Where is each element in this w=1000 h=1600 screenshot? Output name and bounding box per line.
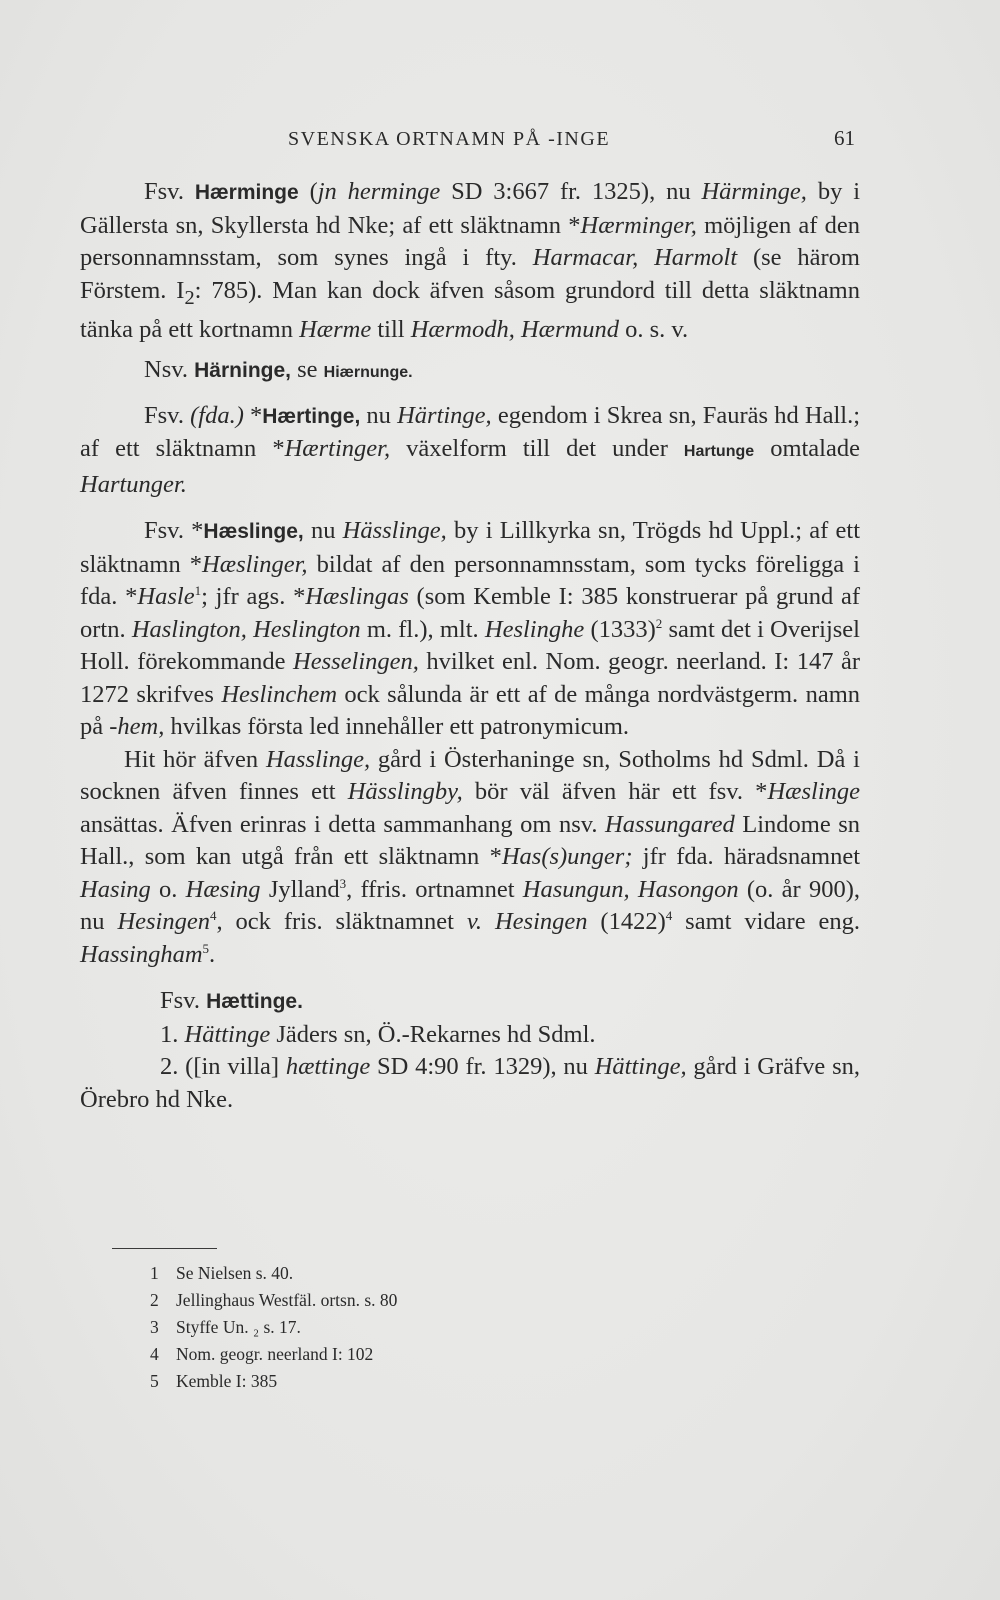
italic-form: v. Hesingen [466, 908, 588, 936]
headword: Hærminge [194, 181, 299, 204]
text-run: SD 4:90 fr. 1329), nu [370, 1053, 595, 1081]
italic-form: Härtinge, [397, 401, 492, 429]
text-run: bör väl äfven här ett fsv. * [462, 778, 768, 806]
italic-form: Hartunger. [80, 470, 187, 498]
text-run: Jylland [260, 875, 340, 903]
italic-form: hættinge [285, 1053, 371, 1081]
text-run: m. fl.), mlt. [360, 615, 485, 643]
italic-form: Hässlingby, [347, 778, 463, 806]
text-run: samt det i Overijsel Holl. förekommande [80, 615, 860, 676]
item-number: 2. [160, 1053, 179, 1081]
footnote-text: Nom. geogr. neerland I: 102 [176, 1344, 374, 1364]
footnotes [150, 1260, 397, 1395]
text-run: * [243, 401, 263, 429]
text-run: o. [150, 875, 186, 903]
italic-form: Hærme [299, 315, 372, 343]
text-run: hvilkas första led innehåller ett patronymicum. [164, 713, 630, 741]
text-run: Lindome sn Hall., som kan utgå från ett släktnamn * [80, 810, 860, 871]
entry-haettinge-item-1 [80, 1019, 860, 1052]
italic-form: Hærminger, [580, 211, 697, 239]
italic-form: Hässlinge, [342, 517, 447, 545]
language-prefix: Nsv. [144, 356, 189, 384]
italic-form: Hæslingas [305, 583, 409, 611]
headword: Hættinge. [206, 990, 303, 1014]
headword: Hærtinge, [262, 404, 361, 428]
italic-form: Has(s)unger; [501, 843, 633, 871]
italic-form: Heslinchem [221, 680, 338, 708]
page-number: 61 [834, 126, 855, 150]
text-run: ([in villa] [178, 1053, 286, 1081]
headword: Härninge, [194, 359, 291, 383]
italic-form: Hesselingen, [293, 648, 419, 676]
footnote-item [150, 1287, 397, 1314]
text-run: växelform till det under [390, 435, 684, 463]
italic-form: (fda.) [190, 401, 244, 429]
entry-haertinge [80, 400, 860, 502]
text-run: nu [360, 401, 398, 429]
text-run: . [209, 940, 216, 968]
text-run: , ffris. ortnamnet [346, 875, 523, 903]
text-run: (se härom Förstem. I [80, 244, 860, 304]
subscript: 2 [184, 286, 195, 309]
italic-form: Hæsing [185, 875, 261, 903]
language-prefix: Fsv. [144, 178, 184, 205]
footnote-marker: 4 [665, 908, 673, 924]
footnote-item [150, 1368, 397, 1395]
cross-reference: Hartunge [683, 443, 755, 461]
text-run: ock sålunda är ett af de många nordvästgerm. namn på - [80, 680, 861, 741]
footnote-text: Styffe Un. ₂ s. 17. [176, 1317, 301, 1337]
text-run: by i Lillkyrka sn, Trögds hd Uppl.; af ett släktnamn * [80, 517, 861, 578]
footnote-marker: 5 [202, 940, 210, 956]
text-run: , ock fris. släktnamnet [216, 908, 467, 936]
text-run: by i Gällersta sn, Skyllersta hd Nke; af ett släktnamn * [80, 178, 860, 239]
footnote-text: Se Nielsen s. 40. [176, 1263, 294, 1283]
text-run: ; jfr ags. * [201, 583, 306, 611]
footnote-marker: 1 [194, 583, 202, 599]
italic-form: Hättinge, [594, 1053, 687, 1081]
entry-haeslinge [80, 515, 860, 744]
italic-form: Hærtinger, [284, 435, 391, 463]
footnote-marker: 3 [339, 875, 347, 891]
text-run: jfr fda. häradsnamnet [632, 843, 860, 871]
item-number: 1. [160, 1020, 179, 1048]
italic-form: Hasungun, Hasongon [522, 875, 739, 903]
text-run: Hit hör äfven [124, 745, 266, 773]
paragraph-hit-hor [80, 744, 860, 972]
text-run: bildat af den personnamnsstam, som tycks föreligga i fda. * [80, 550, 860, 611]
italic-form: Hasle [137, 583, 195, 611]
text-run: (som Kemble I: 385 konstruerar på grund af ortn. [80, 583, 860, 643]
entry-haerminge [80, 176, 860, 346]
language-prefix: Fsv. [144, 517, 184, 545]
footnote-number: 3 [150, 1317, 159, 1337]
entry-haettinge [80, 985, 860, 1019]
italic-form: Heslinghe [484, 615, 585, 643]
text-run: möjligen af den personnamnsstam, som synes ingå i fty. [80, 211, 860, 271]
text-run: samt vidare eng. [672, 908, 861, 936]
text-run: se [291, 356, 324, 384]
text-run: omtalade [754, 435, 860, 463]
footnote-number: 5 [150, 1371, 159, 1391]
italic-form: Hassingham [80, 940, 203, 968]
text-run: : 785). Man kan dock äfven såsom grundord till detta släktnamn tänka på ett kortnamn [80, 276, 860, 343]
running-head: SVENSKA ORTNAMN PÅ -INGE [288, 128, 611, 150]
text-run: hvilket enl. Nom. geogr. neerland. I: 147 år 1272 skrifves [80, 648, 860, 708]
italic-form: Hærmodh, Hærmund [410, 315, 619, 343]
italic-form: Hæslinge [767, 778, 860, 806]
headword: Hæslinge, [203, 520, 304, 544]
entry-haettinge-item-2 [80, 1051, 860, 1116]
footnote-item [150, 1341, 397, 1368]
footnote-marker: 4 [209, 908, 217, 924]
italic-form: hem, [117, 713, 165, 741]
text-run: ( [298, 178, 318, 205]
text-run: * [183, 517, 204, 545]
text-run: gård i Gräfve sn, Örebro hd Nke. [80, 1053, 861, 1113]
footnote-item [150, 1314, 397, 1341]
italic-form: Hassungared [605, 810, 735, 838]
footnote-item [150, 1260, 397, 1287]
italic-form: Harmacar, Harmolt [532, 244, 738, 271]
footnote-number: 4 [150, 1344, 159, 1364]
text-run: till [371, 315, 411, 343]
italic-form: Hæslinger, [202, 550, 308, 578]
italic-form: jn herminge [317, 178, 441, 205]
text-run: nu [303, 517, 343, 545]
text-run: o. s. v. [618, 315, 689, 343]
footnote-number: 2 [150, 1290, 159, 1310]
footnote-marker: 2 [655, 615, 663, 631]
italic-form: Härminge, [701, 178, 807, 205]
italic-form: Haslington, Heslington [131, 615, 361, 643]
italic-form: Hättinge [184, 1020, 271, 1048]
cross-reference: Hiærnunge. [323, 364, 413, 382]
main-text [80, 176, 860, 1116]
text-run: gård i Österhaninge sn, Sotholms hd Sdml. Då i socknen äfven finnes ett [80, 745, 860, 806]
italic-form: Hasing [80, 875, 151, 903]
italic-form: Hasslinge, [265, 745, 371, 773]
language-prefix: Fsv. [144, 401, 184, 429]
text-run: ansättas. Äfven erinras i detta sammanhang om nsv. [80, 810, 606, 838]
text-run: (o. år 900), nu [80, 875, 860, 936]
footnote-text: Jellinghaus Westfäl. ortsn. s. 80 [176, 1290, 398, 1310]
entry-haerninge [80, 354, 860, 390]
footnote-text: Kemble I: 385 [176, 1371, 278, 1391]
footnote-divider [112, 1248, 217, 1249]
text-run: (1422) [587, 908, 666, 936]
text-run: Jäders sn, Ö.-Rekarnes hd Sdml. [270, 1020, 596, 1048]
italic-form: Hesingen [117, 908, 210, 936]
text-run: (1333) [584, 615, 656, 643]
footnote-number: 1 [150, 1263, 159, 1283]
text-run: egendom i Skrea sn, Fauräs hd Hall.; af ett släktnamn * [80, 401, 860, 463]
language-prefix: Fsv. [160, 987, 200, 1015]
text-run: SD 3:667 fr. 1325), nu [440, 178, 702, 205]
